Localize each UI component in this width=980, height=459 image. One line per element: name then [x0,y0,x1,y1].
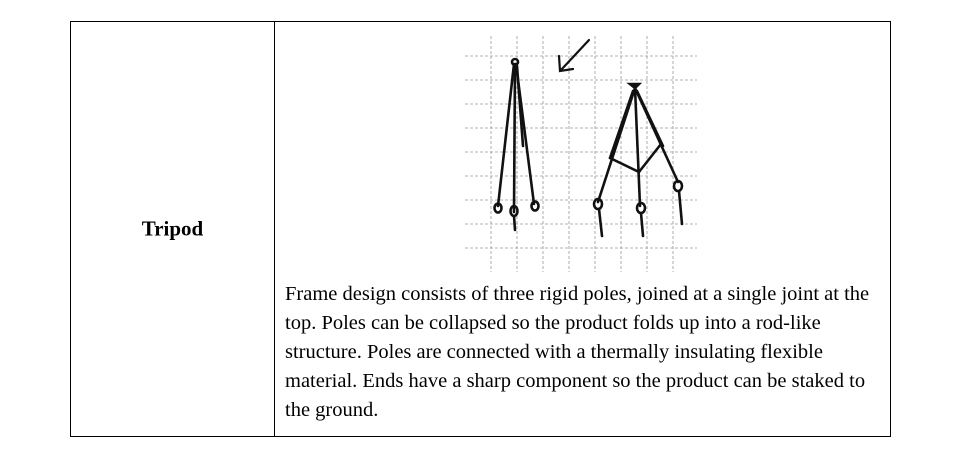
concept-table [70,21,891,437]
concept-label: Tripod [141,216,204,241]
tripod-sketch-image [465,36,697,272]
concept-content-cell [275,22,890,436]
concept-label-cell [71,22,275,436]
open-tripod-sketch [594,84,682,236]
collapsed-tripod-sketch [495,59,539,230]
description-text: Frame design consists of three rigid poles, joined at a single joint at the top. Poles can be collapsed so the product folds up into a rod-like structure. Poles are connected with a thermally insulating flexible material. Ends have a sharp component so the product can be staked to the ground. [285,283,870,421]
concept-description [285,280,880,425]
arrow-sketch [559,40,589,71]
grid-paper [465,36,697,272]
